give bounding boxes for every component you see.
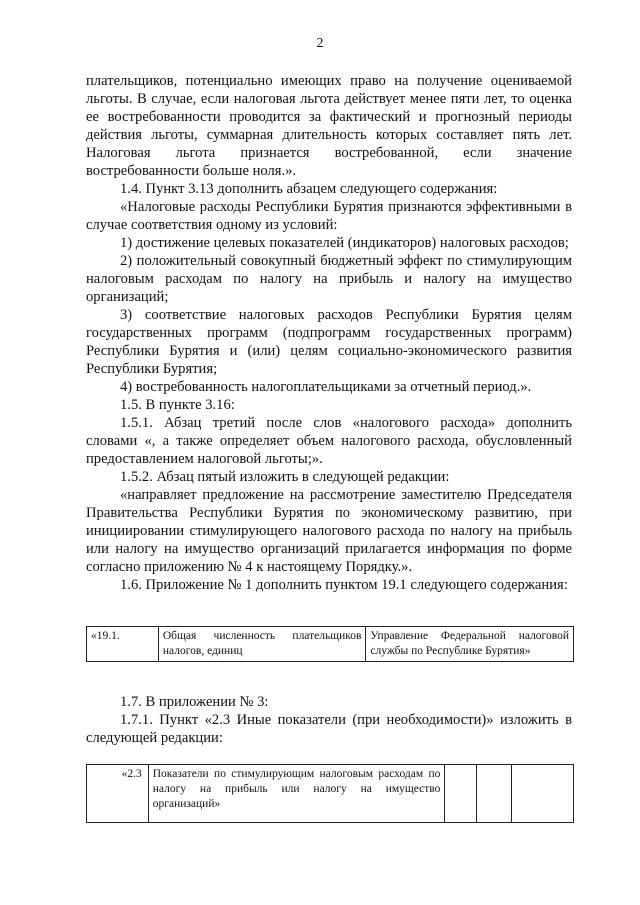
paragraph-quote-directs: «направляет предложение на рассмотрение заместителю Председателя Правительства Республики Бурятия по экономическому развитию, при инициировании стимулирующего налогового расхода по налогу на прибыль или налогу на имущество организаций прилагается информация по форме согласно приложению № 4 к настоящему Порядку.». [86, 487, 572, 575]
table2-num-cell: «2.3 [87, 765, 149, 823]
table2-name-cell: Показатели по стимулирующим налоговым расходам по налогу на прибыль или налогу на имущество организаций» [148, 765, 445, 823]
table-row [87, 627, 574, 662]
paragraph-1-6: 1.6. Приложение № 1 дополнить пунктом 19.1 следующего содержания: [120, 577, 568, 593]
paragraph-1-7: 1.7. В приложении № 3: [120, 694, 269, 710]
paragraph-condition-3: 3) соответствие налоговых расходов Республики Бурятия целям государственных программ (подпрограмм государственных программ) Республики Бурятия и (или) целям социально-экономического развития Республики Бурятия; [86, 307, 572, 377]
paragraph-condition-2: 2) положительный совокупный бюджетный эффект по стимулирующим налоговым расходам по налогу на прибыль и налогу на имущество организаций; [86, 253, 572, 305]
table2-empty-cell [445, 765, 476, 823]
main-text [86, 72, 572, 594]
paragraph-1-7-1: 1.7.1. Пункт «2.3 Иные показатели (при необходимости)» изложить в следующей редакции: [86, 712, 572, 746]
table2-empty-cell [476, 765, 511, 823]
table1-source-cell: Управление Федеральной налоговой службы по Республике Бурятия» [366, 627, 574, 662]
paragraph-1-5-1: 1.5.1. Абзац третий после слов «налогового расхода» дополнить словами «, а также определяет объем налогового расхода, обусловленный предоставлением налоговой льготы;». [86, 415, 572, 467]
appendix-1-table [86, 626, 574, 662]
paragraph-1-5-2: 1.5.2. Абзац пятый изложить в следующей редакции: [120, 469, 450, 485]
paragraph-1-5: 1.5. В пункте 3.16: [120, 397, 235, 413]
table1-num-cell: «19.1. [87, 627, 159, 662]
table2-empty-cell [512, 765, 574, 823]
section-1-7-text [86, 693, 572, 747]
table-row [87, 765, 574, 823]
paragraph-continuation: плательщиков, потенциально имеющих право на получение оцениваемой льготы. В случае, если налоговая льгота действует менее пяти лет, то оценка ее востребованности проводится за фактический и прогнозный периоды действия льготы, суммарная длительность которых составляет пять лет. Налоговая льгота признается востребованной, если значение востребованности больше ноля.». [86, 73, 572, 179]
appendix-3-table [86, 764, 574, 823]
page-number: 2 [316, 36, 324, 51]
paragraph-condition-1: 1) достижение целевых показателей (индикаторов) налоговых расходов; [120, 235, 569, 251]
paragraph-1-4: 1.4. Пункт 3.13 дополнить абзацем следующего содержания: [120, 181, 498, 197]
table1-name-cell: Общая численность плательщиков налогов, единиц [158, 627, 366, 662]
paragraph-quote-start: «Налоговые расходы Республики Бурятия признаются эффективными в случае соответствия одному из условий: [86, 199, 572, 233]
paragraph-condition-4: 4) востребованность налогоплательщиками за отчетный период.». [120, 379, 532, 395]
